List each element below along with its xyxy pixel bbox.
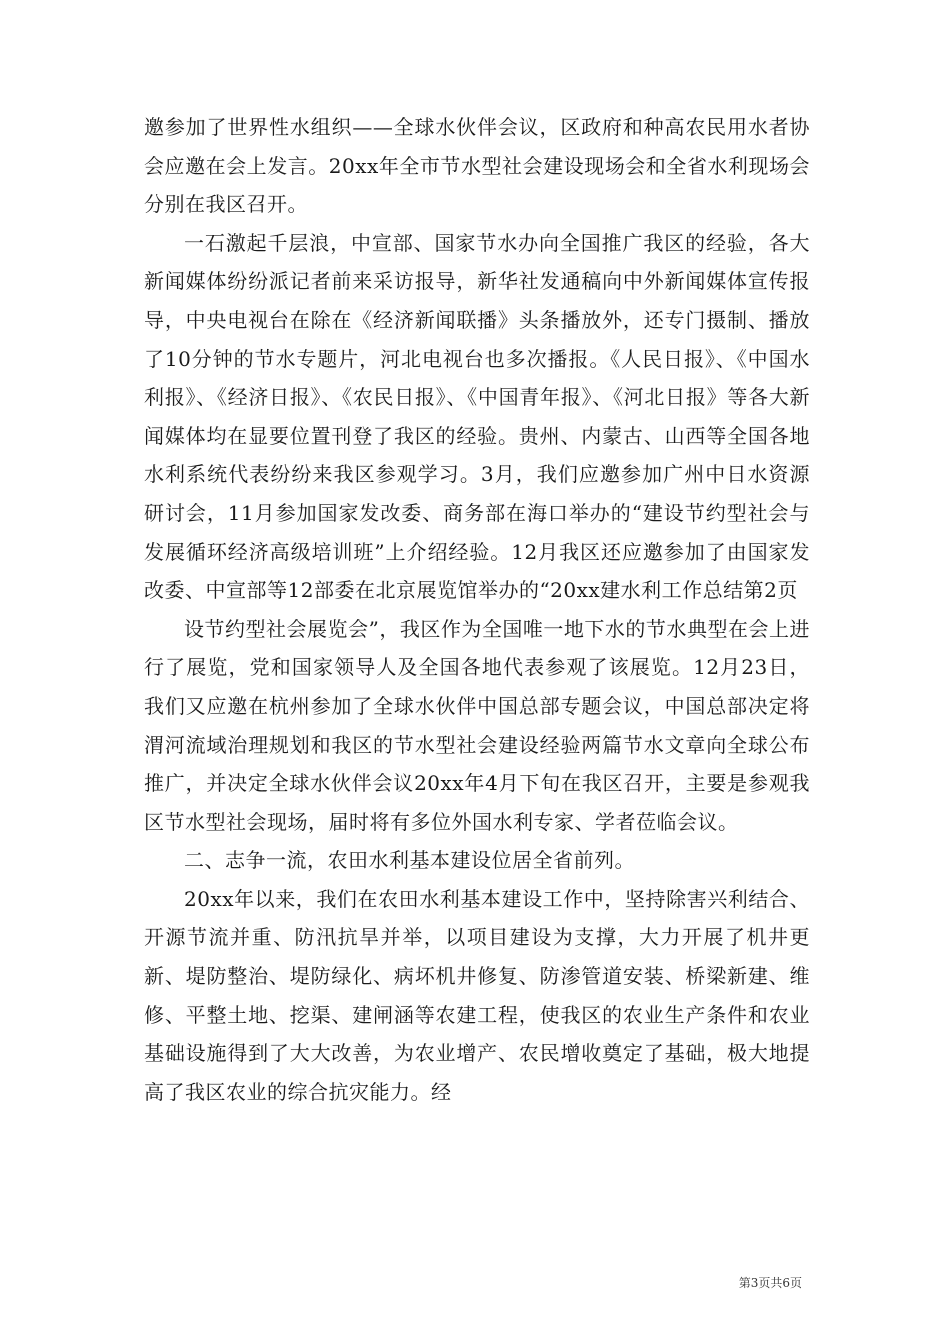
paragraph-1: 邀参加了世界性水组织——全球水伙伴会议，区政府和种高农民用水者协会应邀在会上发言。20xx年全市节水型社会建设现场会和全省水利现场会分别在我区召开。 <box>144 115 810 217</box>
page-number: 第3页共6页 <box>738 1276 802 1290</box>
section-heading: 二、志争一流，农田水利基本建设位居全省前列。 <box>184 848 635 873</box>
document-body <box>144 108 810 1111</box>
paragraph-2: 一石激起千层浪，中宣部、国家节水办向全国推广我区的经验，各大新闻媒体纷纷派记者前来采访报导，新华社发通稿向中外新闻媒体宣传报导，中央电视台在除在《经济新闻联播》头条播放外，还专门摄制、播放了10分钟的节水专题片，河北电视台也多次播报。《人民日报》、《中国水利报》、《经济日报》、《农民日报》、《中国青年报》、《河北日报》等各大新闻媒体均在显要位置刊登了我区的经验。贵州、内蒙古、山西等全国各地水利系统代表纷纷来我区参观学习。3月，我们应邀参加广州中日水资源研讨会，11月参加国家发改委、商务部在海口举办的“建设节约型社会与发展循环经济高级培训班”上介绍经验。12月我区还应邀参加了由国家发改委、中宣部等12部委在北京展览馆举办的“20xx建水利工作总结第2页 <box>144 230 810 603</box>
paragraph-4: 20xx年以来，我们在农田水利基本建设工作中，坚持除害兴利结合、开源节流并重、防汛抗旱并举，以项目建设为支撑，大力开展了机井更新、堤防整治、堤防绿化、病坏机井修复、防渗管道安装、桥梁新建、维修、平整土地、挖渠、建闸涵等农建工程，使我区的农业生产条件和农业基础设施得到了大大改善，为农业增产、农民增收奠定了基础，极大地提高了我区农业的综合抗灾能力。经 <box>144 886 810 1104</box>
paragraph-3: 设节约型社会展览会”，我区作为全国唯一地下水的节水典型在会上进行了展览，党和国家领导人及全国各地代表参观了该展览。12月23日，我们又应邀在杭州参加了全球水伙伴中国总部专题会议，中国总部决定将渭河流域治理规划和我区的节水型社会建设经验两篇节水文章向全球公布推广，并决定全球水伙伴会议20xx年4月下旬在我区召开，主要是参观我区节水型社会现场，届时将有多位外国水利专家、学者莅临会议。 <box>144 616 810 834</box>
